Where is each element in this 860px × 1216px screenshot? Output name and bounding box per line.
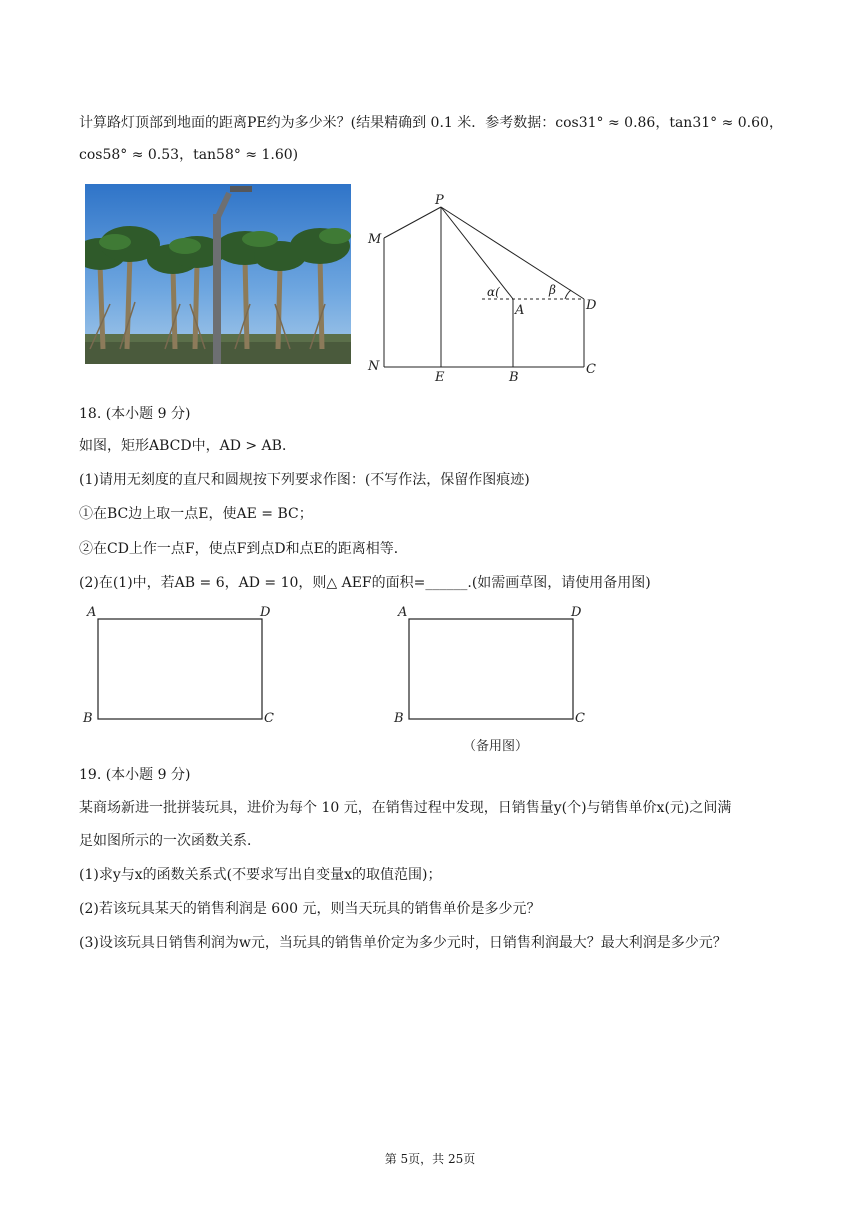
q19-header: 19. (本小题 9 分) xyxy=(79,767,191,783)
q18-step1: ①在BC边上取一点E，使AE = BC； xyxy=(79,506,313,522)
street-lamp-photo xyxy=(85,184,351,364)
q17-text-line2: cos58° ≈ 0.53，tan58° ≈ 1.60) xyxy=(79,147,299,163)
label-A: A xyxy=(515,303,525,318)
spare-label-D: D xyxy=(571,605,582,620)
label-P: P xyxy=(435,193,444,208)
spare-figure-caption: （备用图） xyxy=(463,739,529,754)
q17-text-line1: 计算路灯顶部到地面的距离PE约为多少米？(结果精确到 0.1 米．参考数据：cos31° ≈ 0.86，tan31° ≈ 0.60， xyxy=(79,115,783,131)
q19-intro-line2: 足如图所示的一次函数关系． xyxy=(79,833,261,849)
label-alpha: α( xyxy=(487,285,500,299)
rect-label-B: B xyxy=(83,711,93,726)
label-D: D xyxy=(586,298,597,313)
label-beta: β xyxy=(549,283,556,297)
label-M: M xyxy=(368,232,382,247)
q19-part2: (2)若该玩具某天的销售利润是 600 元，则当天玩具的销售单价是多少元？ xyxy=(79,901,541,917)
spare-label-B: B xyxy=(394,711,404,726)
page-footer: 第 5页，共 25页 xyxy=(384,1152,476,1166)
rectangle-abcd xyxy=(80,600,280,730)
label-B: B xyxy=(509,370,519,385)
label-C: C xyxy=(586,362,596,377)
q18-header: 18. (本小题 9 分) xyxy=(79,406,191,422)
q17-diagram xyxy=(365,190,605,385)
q18-step2: ②在CD上作一点F，使点F到点D和点E的距离相等． xyxy=(79,541,408,557)
label-N: N xyxy=(368,359,380,374)
q18-intro: 如图，矩形ABCD中，AD > AB． xyxy=(79,438,296,454)
rect-label-A: A xyxy=(87,605,97,620)
q18-part1: (1)请用无刻度的直尺和圆规按下列要求作图：(不写作法，保留作图痕迹) xyxy=(79,472,530,488)
q19-intro-line1: 某商场新进一批拼装玩具，进价为每个 10 元，在销售过程中发现，日销售量y(个)与销售单价x(元)之间满 xyxy=(79,800,732,816)
spare-rectangle-abcd xyxy=(391,600,591,760)
rect-label-C: C xyxy=(264,711,274,726)
q19-part1: (1)求y与x的函数关系式(不要求写出自变量x的取值范围)； xyxy=(79,867,442,883)
spare-label-C: C xyxy=(575,711,585,726)
label-E: E xyxy=(435,370,445,385)
q18-part2: (2)在(1)中，若AB = 6，AD = 10，则△ AEF的面积=______.(如需画草图，请使用备用图) xyxy=(79,575,651,591)
spare-label-A: A xyxy=(398,605,408,620)
q19-part3: (3)设该玩具日销售利润为w元，当玩具的销售单价定为多少元时，日销售利润最大？最大利润是多少元？ xyxy=(79,935,727,951)
rect-label-D: D xyxy=(260,605,271,620)
